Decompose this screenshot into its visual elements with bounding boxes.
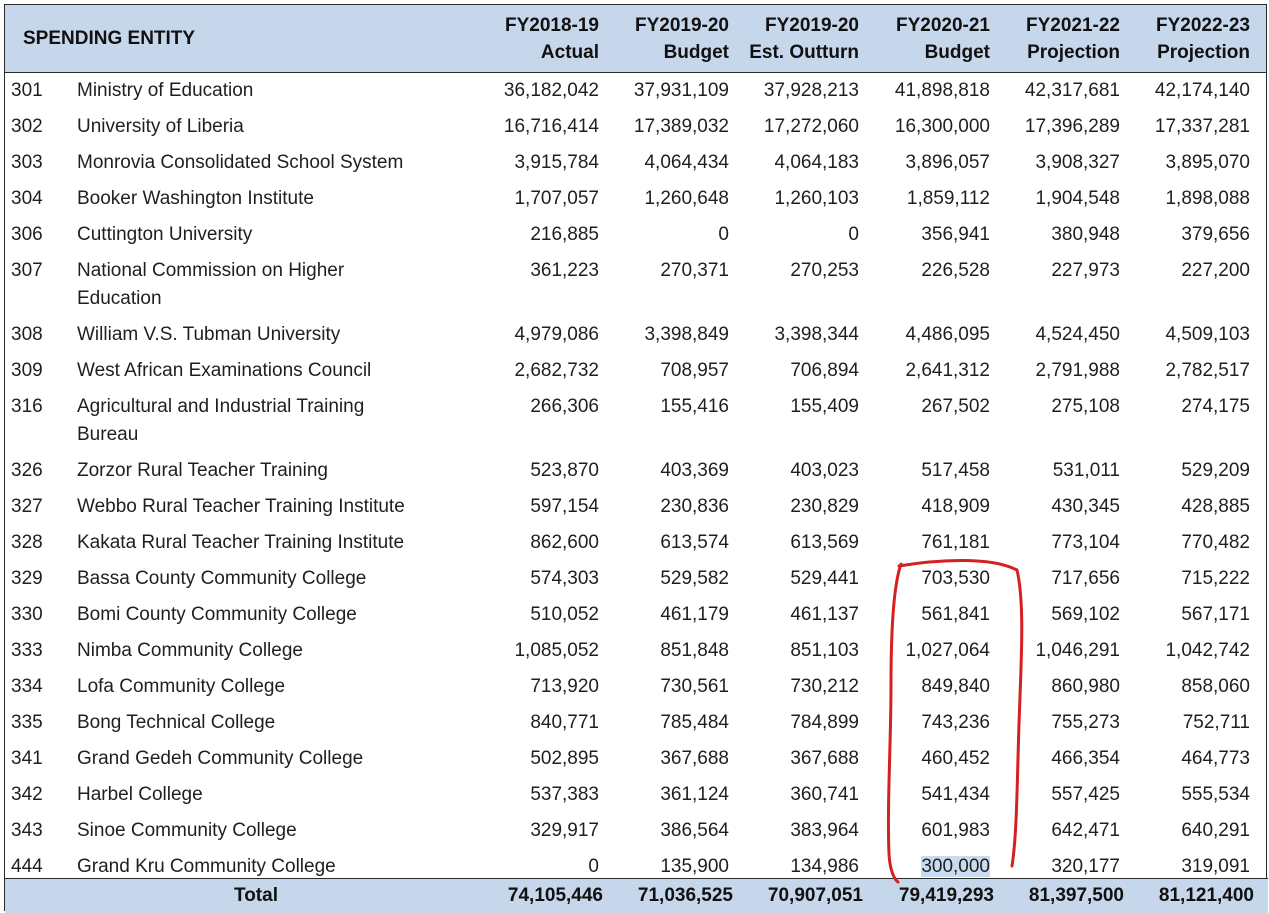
- row-entity-name: Kakata Rural Teacher Training Institute: [77, 532, 405, 553]
- cell-value[interactable]: 567,171: [1181, 604, 1250, 625]
- selected-text[interactable]: 300,000: [921, 856, 990, 877]
- row-code: 330: [11, 604, 43, 625]
- cell-value[interactable]: 3,896,057: [905, 152, 990, 173]
- cell-value[interactable]: 1,707,057: [514, 188, 599, 209]
- row-code: 326: [11, 460, 43, 481]
- cell-value[interactable]: 41,898,818: [894, 80, 990, 101]
- header-column-year: FY2018-19: [504, 14, 599, 36]
- cell-value[interactable]: 4,524,450: [1035, 324, 1120, 345]
- total-value: 71,036,525: [637, 885, 733, 906]
- table-row: [5, 353, 1266, 389]
- header-column-year: FY2022-23: [1155, 14, 1250, 36]
- row-code: 309: [11, 360, 43, 381]
- row-entity-name: Sinoe Community College: [77, 820, 297, 841]
- cell-value[interactable]: 37,931,109: [633, 80, 729, 101]
- table-row: [5, 217, 1266, 253]
- table-row: [5, 777, 1266, 813]
- cell-value[interactable]: 17,389,032: [633, 116, 729, 137]
- total-value: 74,105,446: [507, 885, 603, 906]
- cell-value[interactable]: 613,569: [790, 532, 859, 553]
- cell-value[interactable]: 460,452: [921, 748, 990, 769]
- cell-value[interactable]: 3,398,849: [644, 324, 729, 345]
- cell-value[interactable]: 383,964: [790, 820, 859, 841]
- header-column-0: [477, 5, 607, 72]
- cell-value[interactable]: 529,441: [790, 568, 859, 589]
- cell-value[interactable]: 17,337,281: [1154, 116, 1250, 137]
- cell-value[interactable]: 510,052: [530, 604, 599, 625]
- table-row: [5, 389, 1266, 453]
- header-spending-entity: SPENDING ENTITY: [23, 27, 196, 49]
- cell-value[interactable]: 227,973: [1051, 260, 1120, 281]
- budget-table: [4, 4, 1267, 911]
- table-row: [5, 489, 1266, 525]
- cell-value[interactable]: 356,941: [921, 224, 990, 245]
- table-row: [5, 453, 1266, 489]
- cell-value[interactable]: 517,458: [921, 460, 990, 481]
- cell-value[interactable]: 0: [718, 224, 729, 245]
- row-code: 333: [11, 640, 43, 661]
- cell-value[interactable]: 851,848: [660, 640, 729, 661]
- table-row: [5, 705, 1266, 741]
- header-column-5: [1128, 5, 1258, 72]
- cell-value[interactable]: 380,948: [1051, 224, 1120, 245]
- header-column-type: Est. Outturn: [749, 41, 859, 63]
- cell-value[interactable]: 1,260,103: [774, 188, 859, 209]
- cell-value[interactable]: 329,917: [530, 820, 599, 841]
- cell-value[interactable]: 743,236: [921, 712, 990, 733]
- row-code: 327: [11, 496, 43, 517]
- cell-value[interactable]: 226,528: [921, 260, 990, 281]
- header-column-type: Budget: [663, 41, 729, 63]
- cell-value[interactable]: 379,656: [1181, 224, 1250, 245]
- cell-value[interactable]: 386,564: [660, 820, 729, 841]
- cell-value[interactable]: 537,383: [530, 784, 599, 805]
- cell-value[interactable]: 367,688: [790, 748, 859, 769]
- cell-value[interactable]: 36,182,042: [503, 80, 599, 101]
- table-row: [5, 181, 1266, 217]
- cell-value[interactable]: 230,836: [660, 496, 729, 517]
- table-row: [5, 73, 1266, 109]
- cell-value[interactable]: 403,369: [660, 460, 729, 481]
- cell-value[interactable]: 0: [588, 856, 599, 877]
- cell-value[interactable]: 761,181: [921, 532, 990, 553]
- cell-value[interactable]: 430,345: [1051, 496, 1120, 517]
- cell-value[interactable]: 773,104: [1051, 532, 1120, 553]
- cell-value[interactable]: 266,306: [530, 396, 599, 417]
- cell-value[interactable]: 555,534: [1181, 784, 1250, 805]
- cell-value[interactable]: 2,782,517: [1165, 360, 1250, 381]
- cell-value[interactable]: 862,600: [530, 532, 599, 553]
- row-code: 316: [11, 396, 43, 417]
- total-value: 70,907,051: [767, 885, 863, 906]
- cell-value[interactable]: 849,840: [921, 676, 990, 697]
- row-code: 342: [11, 784, 43, 805]
- cell-value[interactable]: 2,791,988: [1035, 360, 1120, 381]
- cell-value[interactable]: 541,434: [921, 784, 990, 805]
- cell-value[interactable]: 640,291: [1181, 820, 1250, 841]
- row-entity-name: West African Examinations Council: [77, 360, 372, 381]
- row-code: 308: [11, 324, 43, 345]
- cell-value[interactable]: 717,656: [1051, 568, 1120, 589]
- table-row: [5, 669, 1266, 705]
- cell-value[interactable]: 17,396,289: [1024, 116, 1120, 137]
- cell-value[interactable]: 155,416: [660, 396, 729, 417]
- cell-value[interactable]: 860,980: [1051, 676, 1120, 697]
- header-column-type: Projection: [1157, 41, 1250, 63]
- table-row: [5, 813, 1266, 849]
- cell-value[interactable]: 4,064,183: [774, 152, 859, 173]
- header-column-4: [998, 5, 1128, 72]
- cell-value[interactable]: 230,829: [790, 496, 859, 517]
- cell-value[interactable]: 569,102: [1051, 604, 1120, 625]
- cell-value[interactable]: 574,303: [530, 568, 599, 589]
- cell-value[interactable]: 4,064,434: [644, 152, 729, 173]
- cell-value[interactable]: 466,354: [1051, 748, 1120, 769]
- cell-value[interactable]: 2,641,312: [905, 360, 990, 381]
- row-entity-name: Grand Gedeh Community College: [77, 748, 364, 769]
- cell-value[interactable]: 320,177: [1051, 856, 1120, 877]
- cell-value[interactable]: 770,482: [1181, 532, 1250, 553]
- table-row: [5, 525, 1266, 561]
- header-column-1: [607, 5, 737, 72]
- cell-value[interactable]: 360,741: [790, 784, 859, 805]
- row-entity-name: Monrovia Consolidated School System: [77, 152, 404, 173]
- cell-value[interactable]: 557,425: [1051, 784, 1120, 805]
- row-entity-name: Lofa Community College: [77, 676, 286, 697]
- row-entity-name: Bomi County Community College: [77, 604, 357, 625]
- cell-value[interactable]: 706,894: [790, 360, 859, 381]
- row-code: 329: [11, 568, 43, 589]
- cell-value[interactable]: 428,885: [1181, 496, 1250, 517]
- cell-value[interactable]: 703,530: [921, 568, 990, 589]
- cell-value[interactable]: 561,841: [921, 604, 990, 625]
- total-value: 81,121,400: [1158, 885, 1254, 906]
- cell-value[interactable]: 1,042,742: [1165, 640, 1250, 661]
- row-entity-name: Booker Washington Institute: [77, 188, 314, 209]
- cell-value[interactable]: 3,895,070: [1165, 152, 1250, 173]
- cell-value[interactable]: 17,272,060: [763, 116, 859, 137]
- cell-value[interactable]: 227,200: [1181, 260, 1250, 281]
- cell-value[interactable]: 361,223: [530, 260, 599, 281]
- row-entity-name: Cuttington University: [77, 224, 253, 245]
- cell-value[interactable]: 4,486,095: [905, 324, 990, 345]
- cell-value[interactable]: 155,409: [790, 396, 859, 417]
- cell-value[interactable]: 1,898,088: [1165, 188, 1250, 209]
- table-row: [5, 253, 1266, 317]
- cell-value[interactable]: 642,471: [1051, 820, 1120, 841]
- cell-value[interactable]: 134,986: [790, 856, 859, 877]
- cell-value[interactable]: 275,108: [1051, 396, 1120, 417]
- cell-value[interactable]: 851,103: [790, 640, 859, 661]
- cell-value[interactable]: 3,915,784: [514, 152, 599, 173]
- row-code: 301: [11, 80, 43, 101]
- row-code: 334: [11, 676, 43, 697]
- cell-value[interactable]: 135,900: [660, 856, 729, 877]
- header-column-3: [867, 5, 998, 72]
- cell-value[interactable]: 597,154: [530, 496, 599, 517]
- header-column-type: Projection: [1027, 41, 1120, 63]
- cell-value[interactable]: 16,716,414: [503, 116, 599, 137]
- cell-value[interactable]: 502,895: [530, 748, 599, 769]
- cell-value[interactable]: 16,300,000: [894, 116, 990, 137]
- table-row: [5, 145, 1266, 181]
- cell-value[interactable]: 403,023: [790, 460, 859, 481]
- cell-value[interactable]: 2,682,732: [514, 360, 599, 381]
- header-column-year: FY2019-20: [764, 14, 859, 36]
- cell-value[interactable]: 715,222: [1181, 568, 1250, 589]
- cell-value[interactable]: 529,582: [660, 568, 729, 589]
- row-entity-name: University of Liberia: [77, 116, 244, 137]
- cell-value[interactable]: 367,688: [660, 748, 729, 769]
- cell-value[interactable]: 752,711: [1182, 712, 1250, 733]
- cell-value[interactable]: 730,212: [790, 676, 859, 697]
- cell-value[interactable]: 418,909: [921, 496, 990, 517]
- row-code: 328: [11, 532, 43, 553]
- cell-value[interactable]: 461,179: [660, 604, 729, 625]
- cell-value[interactable]: 270,371: [660, 260, 729, 281]
- cell-value[interactable]: 730,561: [660, 676, 729, 697]
- cell-value[interactable]: 3,908,327: [1035, 152, 1120, 173]
- cell-value[interactable]: 267,502: [921, 396, 990, 417]
- row-entity-name: Bong Technical College: [77, 712, 276, 733]
- cell-value[interactable]: 319,091: [1181, 856, 1250, 877]
- header-column-year: FY2020-21: [895, 14, 990, 36]
- cell-value[interactable]: 42,317,681: [1024, 80, 1120, 101]
- cell-value[interactable]: 216,885: [530, 224, 599, 245]
- row-entity-name: Zorzor Rural Teacher Training: [77, 460, 328, 481]
- cell-value[interactable]: 270,253: [790, 260, 859, 281]
- row-entity-name: Nimba Community College: [77, 640, 303, 661]
- table-body: [5, 73, 1266, 885]
- table-row: [5, 561, 1266, 597]
- cell-value[interactable]: 0: [848, 224, 859, 245]
- cell-value[interactable]: 708,957: [660, 360, 729, 381]
- total-label: Total: [234, 885, 278, 906]
- row-code: 306: [11, 224, 43, 245]
- cell-value[interactable]: 858,060: [1181, 676, 1250, 697]
- row-code: 303: [11, 152, 43, 173]
- row-code: 335: [11, 712, 43, 733]
- cell-value[interactable]: 1,859,112: [906, 188, 990, 209]
- cell-value[interactable]: 1,260,648: [644, 188, 729, 209]
- cell-value[interactable]: 274,175: [1181, 396, 1250, 417]
- cell-value[interactable]: 529,209: [1181, 460, 1250, 481]
- cell-value[interactable]: 523,870: [530, 460, 599, 481]
- cell-value[interactable]: 601,983: [921, 820, 990, 841]
- header-column-type: Actual: [540, 41, 599, 63]
- cell-value[interactable]: 1,027,064: [905, 640, 990, 661]
- row-code: 304: [11, 188, 43, 209]
- cell-value[interactable]: 461,137: [790, 604, 859, 625]
- cell-value[interactable]: 1,046,291: [1035, 640, 1120, 661]
- header-column-year: FY2021-22: [1025, 14, 1120, 36]
- table-row: [5, 741, 1266, 777]
- cell-value[interactable]: 840,771: [530, 712, 599, 733]
- cell-value[interactable]: 713,920: [530, 676, 599, 697]
- cell-value[interactable]: 755,273: [1051, 712, 1120, 733]
- row-code: 307: [11, 260, 43, 281]
- cell-value[interactable]: 361,124: [660, 784, 729, 805]
- table-row: [5, 633, 1266, 669]
- row-entity-name: Harbel College: [77, 784, 203, 805]
- header-column-type: Budget: [924, 41, 990, 63]
- cell-value[interactable]: 1,904,548: [1035, 188, 1120, 209]
- row-code: 444: [11, 856, 43, 877]
- table-row: [5, 597, 1266, 633]
- total-row: [5, 878, 1268, 913]
- row-code: 343: [11, 820, 43, 841]
- cell-value[interactable]: 531,011: [1052, 460, 1120, 481]
- row-entity-name: Ministry of Education: [77, 80, 254, 101]
- cell-value[interactable]: 464,773: [1181, 748, 1250, 769]
- table-row: [5, 317, 1266, 353]
- row-entity-name: Bassa County Community College: [77, 568, 367, 589]
- cell-value[interactable]: 784,899: [790, 712, 859, 733]
- cell-value[interactable]: 3,398,344: [774, 324, 859, 345]
- table-row: [5, 109, 1266, 145]
- row-entity-name: Webbo Rural Teacher Training Institute: [77, 496, 405, 517]
- cell-value[interactable]: 613,574: [660, 532, 729, 553]
- cell-value[interactable]: 37,928,213: [763, 80, 859, 101]
- table-header: [5, 4, 1266, 73]
- cell-value[interactable]: 785,484: [660, 712, 729, 733]
- row-code: 341: [11, 748, 43, 769]
- row-entity-name: Agricultural and Industrial Training Bureau: [77, 396, 365, 445]
- row-entity-name: Grand Kru Community College: [77, 856, 336, 877]
- total-value: 79,419,293: [898, 885, 994, 906]
- cell-value[interactable]: 42,174,140: [1154, 80, 1250, 101]
- row-entity-name: National Commission on Higher Education: [77, 260, 345, 309]
- cell-value[interactable]: 4,979,086: [514, 324, 599, 345]
- total-value: 81,397,500: [1028, 885, 1124, 906]
- cell-value[interactable]: 1,085,052: [514, 640, 599, 661]
- header-column-2: [737, 5, 867, 72]
- row-entity-name: William V.S. Tubman University: [77, 324, 341, 345]
- header-column-year: FY2019-20: [634, 14, 729, 36]
- row-code: 302: [11, 116, 43, 137]
- cell-value[interactable]: 4,509,103: [1165, 324, 1250, 345]
